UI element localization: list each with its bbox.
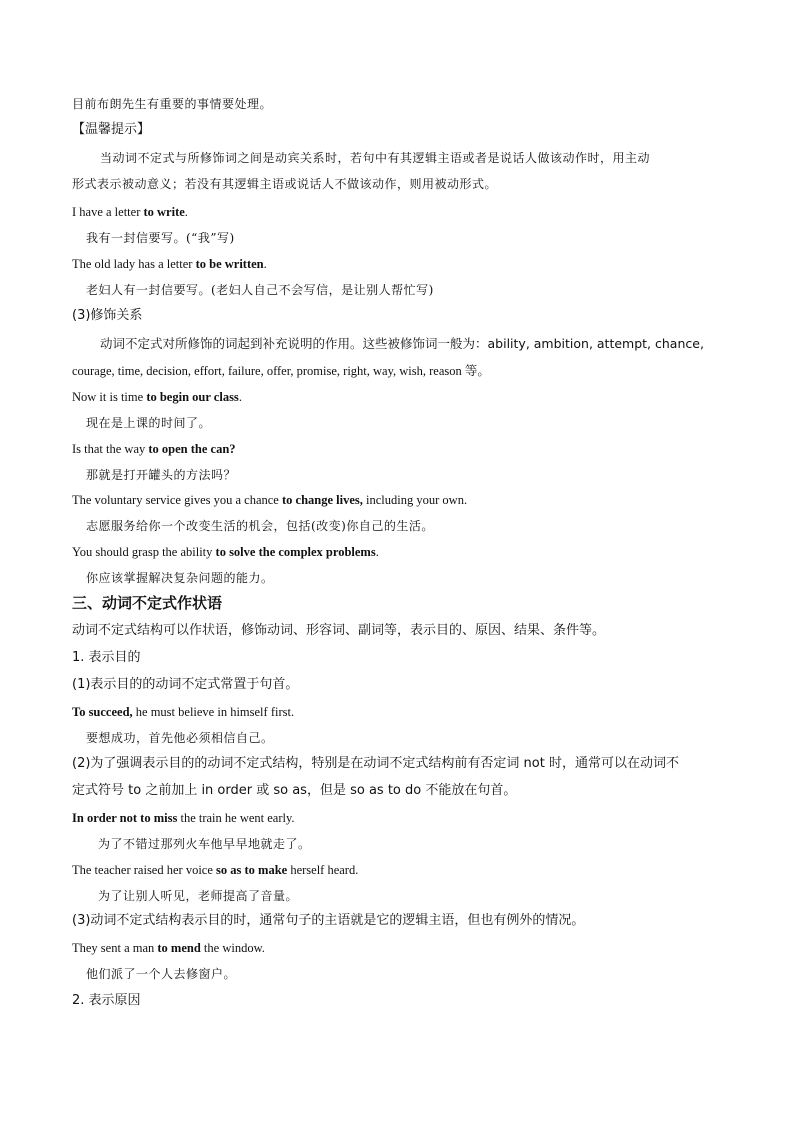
sentence-text: Is that the way bbox=[72, 442, 149, 456]
subsection-title: 2. 表示原因 bbox=[72, 993, 141, 1008]
sentence-text: . bbox=[263, 257, 267, 271]
highlight-phrase: In order not to miss bbox=[72, 811, 178, 825]
paragraph-line: (2)为了强调表示目的的动词不定式结构，特别是在动词不定式结构前有否定词 not 时，通常可以在动词不 bbox=[72, 756, 679, 771]
sentence-text: . bbox=[184, 205, 188, 219]
highlight-phrase: to open the can? bbox=[148, 442, 236, 456]
translation: 为了不错过那列火车他早早地就走了。 bbox=[98, 837, 311, 851]
section-heading: 三、动词不定式作状语 bbox=[72, 594, 223, 612]
highlight-phrase: so as to make bbox=[216, 863, 288, 877]
sentence-text: . bbox=[375, 545, 379, 559]
sentence-text: Now it is time bbox=[72, 390, 147, 404]
example-sentence bbox=[72, 704, 294, 720]
sentence-text: herself heard. bbox=[287, 863, 359, 877]
sentence-text: The teacher raised her voice bbox=[72, 863, 217, 877]
translation: 那就是打开罐头的方法吗？ bbox=[86, 468, 237, 482]
example-sentence bbox=[72, 862, 358, 878]
sentence-text: They sent a man bbox=[72, 941, 158, 955]
text-line: 目前布朗先生有重要的事情要处理。 bbox=[72, 97, 273, 111]
sentence-text: The old lady has a letter bbox=[72, 257, 196, 271]
translation: 老妇人有一封信要写。(老妇人自己不会写信，是让别人帮忙写) bbox=[86, 283, 434, 297]
example-sentence bbox=[72, 492, 467, 508]
sentence-text: including your own. bbox=[362, 493, 468, 507]
sentence-text: the train he went early. bbox=[177, 811, 295, 825]
sentence-text: . bbox=[238, 390, 242, 404]
example-sentence bbox=[72, 544, 379, 560]
sentence-text: I have a letter bbox=[72, 205, 144, 219]
highlight-phrase: to be written bbox=[195, 257, 264, 271]
sentence-text: he must believe in himself first. bbox=[132, 705, 295, 719]
translation: 他们派了一个人去修窗户。 bbox=[86, 967, 237, 981]
example-sentence bbox=[72, 810, 295, 826]
paragraph-line: courage, time, decision, effort, failure, offer, promise, right, way, wish, reason 等。 bbox=[72, 364, 490, 378]
paragraph-line: 动词不定式对所修饰的词起到补充说明的作用。这些被修饰词一般为：ability, ambition, attempt, chance, bbox=[100, 336, 704, 351]
paragraph-line: (3)动词不定式结构表示目的时，通常句子的主语就是它的逻辑主语，但也有例外的情况。 bbox=[72, 913, 585, 928]
paragraph-line: (1)表示目的的动词不定式常置于句首。 bbox=[72, 677, 299, 692]
highlight-phrase: to solve the complex problems bbox=[215, 545, 376, 559]
tip-title: 【温馨提示】 bbox=[72, 122, 151, 137]
translation: 志愿服务给你一个改变生活的机会，包括(改变)你自己的生活。 bbox=[86, 519, 434, 533]
translation: 我有一封信要写。(“我”写) bbox=[86, 231, 235, 245]
highlight-phrase: to mend bbox=[157, 941, 201, 955]
sentence-text: the window. bbox=[200, 941, 265, 955]
tip-line-1: 当动词不定式与所修饰词之间是动宾关系时，若句中有其逻辑主语或者是说话人做该动作时，用主动 bbox=[100, 151, 651, 165]
example-sentence bbox=[72, 256, 267, 272]
highlight-phrase: to change lives, bbox=[282, 493, 363, 507]
tip-line-2: 形式表示被动意义；若没有其逻辑主语或说话人不做该动作，则用被动形式。 bbox=[72, 177, 498, 191]
example-sentence bbox=[72, 940, 265, 956]
paragraph-line: 定式符号 to 之前加上 in order 或 so as，但是 so as to do 不能放在句首。 bbox=[72, 783, 517, 798]
translation: 现在是上课的时间了。 bbox=[86, 416, 212, 430]
highlight-phrase: To succeed, bbox=[72, 705, 133, 719]
example-sentence bbox=[72, 441, 236, 457]
example-sentence bbox=[72, 389, 242, 405]
sentence-text: You should grasp the ability bbox=[72, 545, 216, 559]
highlight-phrase: to write bbox=[143, 205, 185, 219]
highlight-phrase: to begin our class bbox=[146, 390, 239, 404]
sentence-text: The voluntary service gives you a chance bbox=[72, 493, 282, 507]
subsection-title: (3)修饰关系 bbox=[72, 308, 143, 323]
example-sentence bbox=[72, 204, 188, 220]
translation: 为了让别人听见，老师提高了音量。 bbox=[98, 889, 299, 903]
subsection-title: 1. 表示目的 bbox=[72, 650, 141, 665]
translation: 你应该掌握解决复杂问题的能力。 bbox=[86, 571, 274, 585]
translation: 要想成功，首先他必须相信自己。 bbox=[86, 731, 274, 745]
paragraph-line: 动词不定式结构可以作状语，修饰动词、形容词、副词等，表示目的、原因、结果、条件等。 bbox=[72, 623, 606, 638]
